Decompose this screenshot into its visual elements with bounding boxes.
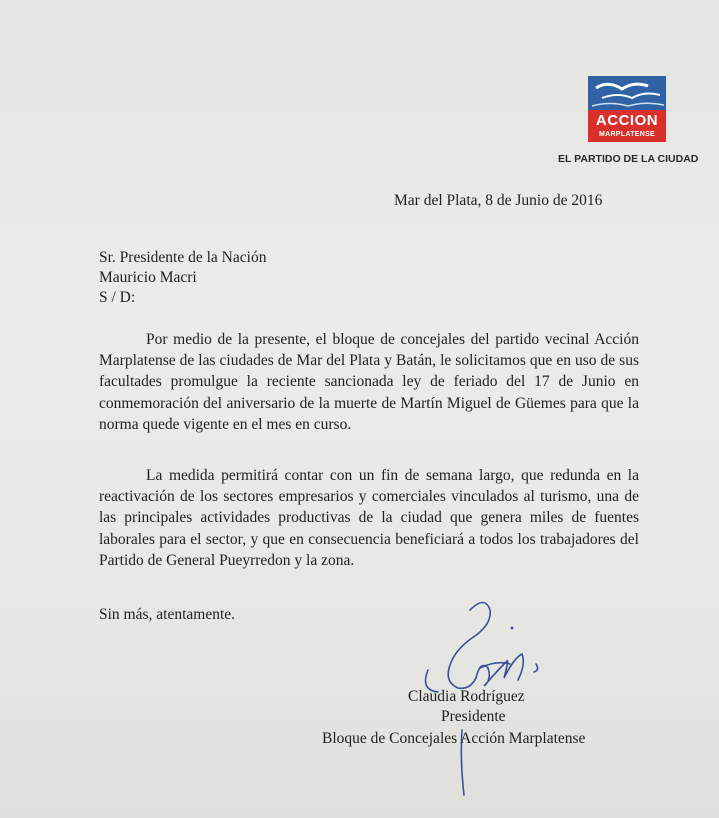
date-line: Mar del Plata, 8 de Junio de 2016 — [394, 192, 603, 209]
recipient-title: Sr. Presidente de la Nación — [99, 249, 267, 266]
recipient-name: Mauricio Macri — [99, 269, 197, 286]
logo-subtitle: MARPLATENSE — [598, 131, 656, 138]
seagull-icon — [588, 76, 666, 110]
recipient-greeting: S / D: — [99, 289, 136, 306]
letterhead-tagline: EL PARTIDO DE LA CIUDAD — [558, 153, 699, 165]
signer-name: Claudia Rodríguez — [408, 688, 525, 705]
logo-title: ACCION — [595, 112, 659, 129]
logo-blue-band — [588, 76, 666, 110]
accion-marplatense-logo — [588, 76, 666, 142]
signer-title: Presidente — [441, 708, 506, 725]
body-paragraph-2: La medida permitirá contar con un fin de semana largo, que redunda en la reactivación de los sectores empresarios y comerciales vinculados al turismo, una de las principales actividades productivas de la ciudad que genera miles de fuentes laborales para el sector, y que en consecuencia beneficiará a todos los trabajadores del Partido de General Pueyrredon y la zona. — [99, 467, 639, 569]
signer-organization: Bloque de Concejales Acción Marplatense — [322, 730, 586, 747]
body-paragraph-1: Por medio de la presente, el bloque de concejales del partido vecinal Acción Marplatense de las ciudades de Mar del Plata y Batán, le solicitamos que en uso de sus facultades promulgue la reciente sancionada ley de feriado del 17 de Junio en conmemoración del aniversario de la muerte de Martín Miguel de Güemes para que la norma quede vigente en el mes en curso. — [99, 331, 639, 433]
closing-line: Sin más, atentamente. — [99, 606, 236, 623]
